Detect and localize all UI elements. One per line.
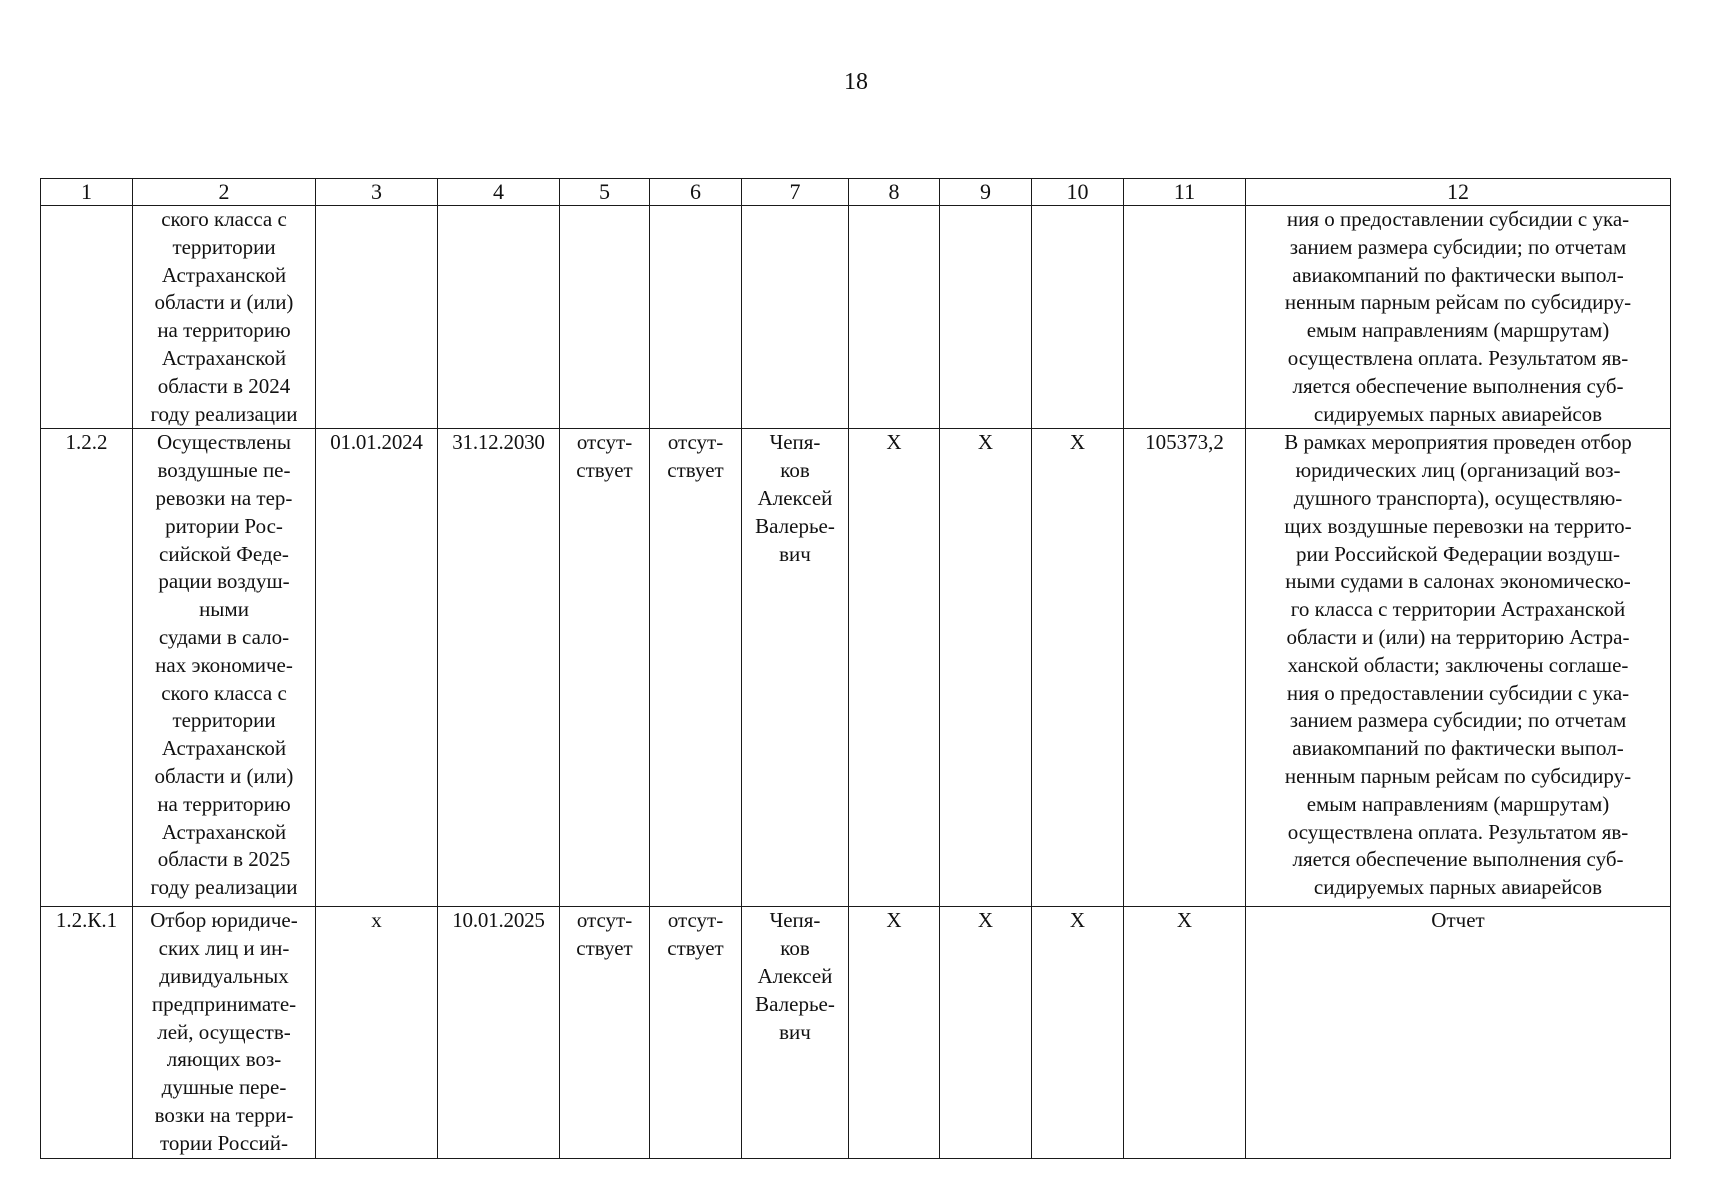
end-date-cell: 10.01.2025	[438, 907, 560, 1158]
table-cell: X	[849, 429, 940, 907]
table-cell	[650, 206, 742, 429]
result-description-cell: ния о предоставлении субсидии с ука- занием размера субсидии; по отчетам авиакомпаний по фактически выпол- ненным парным рейсам по субсидиру- емым направлениям (маршрутам) осуществлена оплата. Результатом яв- ляется обеспечение выполнения суб- сидируемых парных авиарейсов	[1246, 206, 1671, 429]
table-cell: X	[849, 907, 940, 1158]
table-row	[41, 907, 1671, 1158]
table-cell: отсут- ствует	[650, 429, 742, 907]
table-cell: отсут- ствует	[560, 907, 650, 1158]
table-row	[41, 206, 1671, 429]
end-date-cell: 31.12.2030	[438, 429, 560, 907]
column-header: 3	[316, 179, 438, 206]
start-date-cell: 01.01.2024	[316, 429, 438, 907]
column-header: 10	[1032, 179, 1124, 206]
result-description-cell: В рамках мероприятия проведен отбор юридических лиц (организаций воз- душного транспорта), осуществляю- щих воздушные перевозки на террито- рии Российской Федерации воздуш- ными судами в салонах экономическо- го класса с территории Астраханской области и (или) на территорию Астра- ханской области; заключены соглаше- ния о предоставлении субсидии с ука- занием размера субсидии; по отчетам авиакомпаний по фактически выпол- ненным парным рейсам по субсидиру- емым направлениям (маршрутам) осуществлена оплата. Результатом яв- ляется обеспечение выполнения суб- сидируемых парных авиарейсов	[1246, 429, 1671, 907]
responsible-person-cell: Чепя- ков Алексей Валерье- вич	[742, 907, 849, 1158]
row-number-cell: 1.2.2	[41, 429, 133, 907]
table-cell: X	[940, 429, 1032, 907]
responsible-person-cell	[742, 206, 849, 429]
table-cell: X	[1032, 429, 1124, 907]
activity-name-cell: Отбор юридиче- ских лиц и ин- дивидуальных предпринимате- лей, осуществ- ляющих воз- душные пере- возки на терри- тории Россий-	[133, 907, 316, 1158]
table-header-row	[41, 179, 1671, 206]
amount-cell	[1124, 206, 1246, 429]
amount-cell: X	[1124, 907, 1246, 1158]
column-header: 4	[438, 179, 560, 206]
table-cell	[849, 206, 940, 429]
row-number-cell	[41, 206, 133, 429]
start-date-cell: x	[316, 907, 438, 1158]
column-header: 2	[133, 179, 316, 206]
activity-name-cell: Осуществлены воздушные пе- ревозки на тер- ритории Рос- сийской Феде- рации воздуш- ными судами в сало- нах экономиче- ского класса с территории Астраханской области и (или) на территорию Астраханской области в 2025 году реализации	[133, 429, 316, 907]
table-cell: отсут- ствует	[560, 429, 650, 907]
responsible-person-cell: Чепя- ков Алексей Валерье- вич	[742, 429, 849, 907]
column-header: 6	[650, 179, 742, 206]
table-row	[41, 429, 1671, 907]
end-date-cell	[438, 206, 560, 429]
column-header: 8	[849, 179, 940, 206]
result-description-cell: Отчет	[1246, 907, 1671, 1158]
table-cell: X	[940, 907, 1032, 1158]
column-header: 11	[1124, 179, 1246, 206]
column-header: 1	[41, 179, 133, 206]
column-header: 5	[560, 179, 650, 206]
column-header: 12	[1246, 179, 1671, 206]
column-header: 7	[742, 179, 849, 206]
table-cell	[560, 206, 650, 429]
activity-name-cell: ского класса с территории Астраханской области и (или) на территорию Астраханской области в 2024 году реализации	[133, 206, 316, 429]
column-header: 9	[940, 179, 1032, 206]
activities-table	[40, 178, 1671, 1159]
table-cell: отсут- ствует	[650, 907, 742, 1158]
table-cell: X	[1032, 907, 1124, 1158]
table-cell	[1032, 206, 1124, 429]
start-date-cell	[316, 206, 438, 429]
page-number: 18	[844, 69, 868, 95]
table-cell	[940, 206, 1032, 429]
row-number-cell: 1.2.К.1	[41, 907, 133, 1158]
amount-cell: 105373,2	[1124, 429, 1246, 907]
